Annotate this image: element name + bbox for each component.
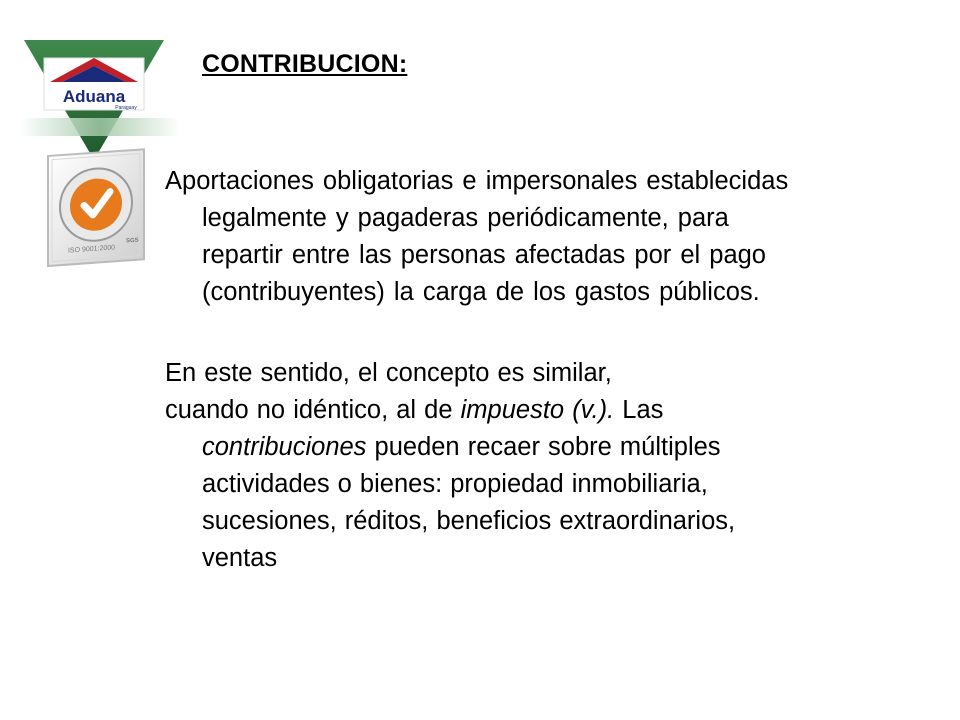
- italic-term-impuesto: impuesto (v.).: [460, 396, 615, 424]
- text-line: sucesiones, réditos, beneficios extraordinarios,: [202, 507, 736, 535]
- text-line: repartir entre las personas afectadas por el pago: [202, 241, 766, 269]
- text-line: ventas: [202, 544, 278, 572]
- italic-term-contribuciones: contribuciones: [202, 433, 367, 461]
- fade-bar-shape: [20, 118, 180, 136]
- text-line: [165, 392, 945, 429]
- paragraph-concept-comparison: [165, 355, 945, 577]
- text-line: (contribuyentes) la carga de los gastos públicos.: [202, 278, 760, 306]
- text-run: cuando no idéntico, al de: [165, 396, 461, 424]
- text-line: legalmente y pagaderas periódicamente, para: [202, 204, 729, 232]
- slide-title: CONTRIBUCION:: [202, 50, 408, 78]
- text-line: [165, 429, 945, 466]
- logo-brand-text: Aduana: [62, 87, 126, 106]
- text-run: pueden recaer sobre múltiples: [366, 433, 721, 461]
- seal-sgs-text: SGS: [126, 237, 139, 245]
- seal-iso-text: ISO 9001:2000: [68, 244, 116, 255]
- text-line: Aportaciones obligatorias e impersonales establecidas: [165, 167, 789, 195]
- logo-country-text: Paraguay: [115, 105, 137, 111]
- text-line: actividades o bienes: propiedad inmobiliaria,: [202, 470, 708, 498]
- aduana-logo-graphic: [14, 36, 184, 286]
- iso-seal: [48, 149, 144, 266]
- aduana-logo: [14, 36, 184, 286]
- text-line: En este sentido, el concepto es similar,: [165, 359, 612, 387]
- text-run: Las: [614, 396, 664, 424]
- paragraph-contribucion-definition: [165, 163, 945, 311]
